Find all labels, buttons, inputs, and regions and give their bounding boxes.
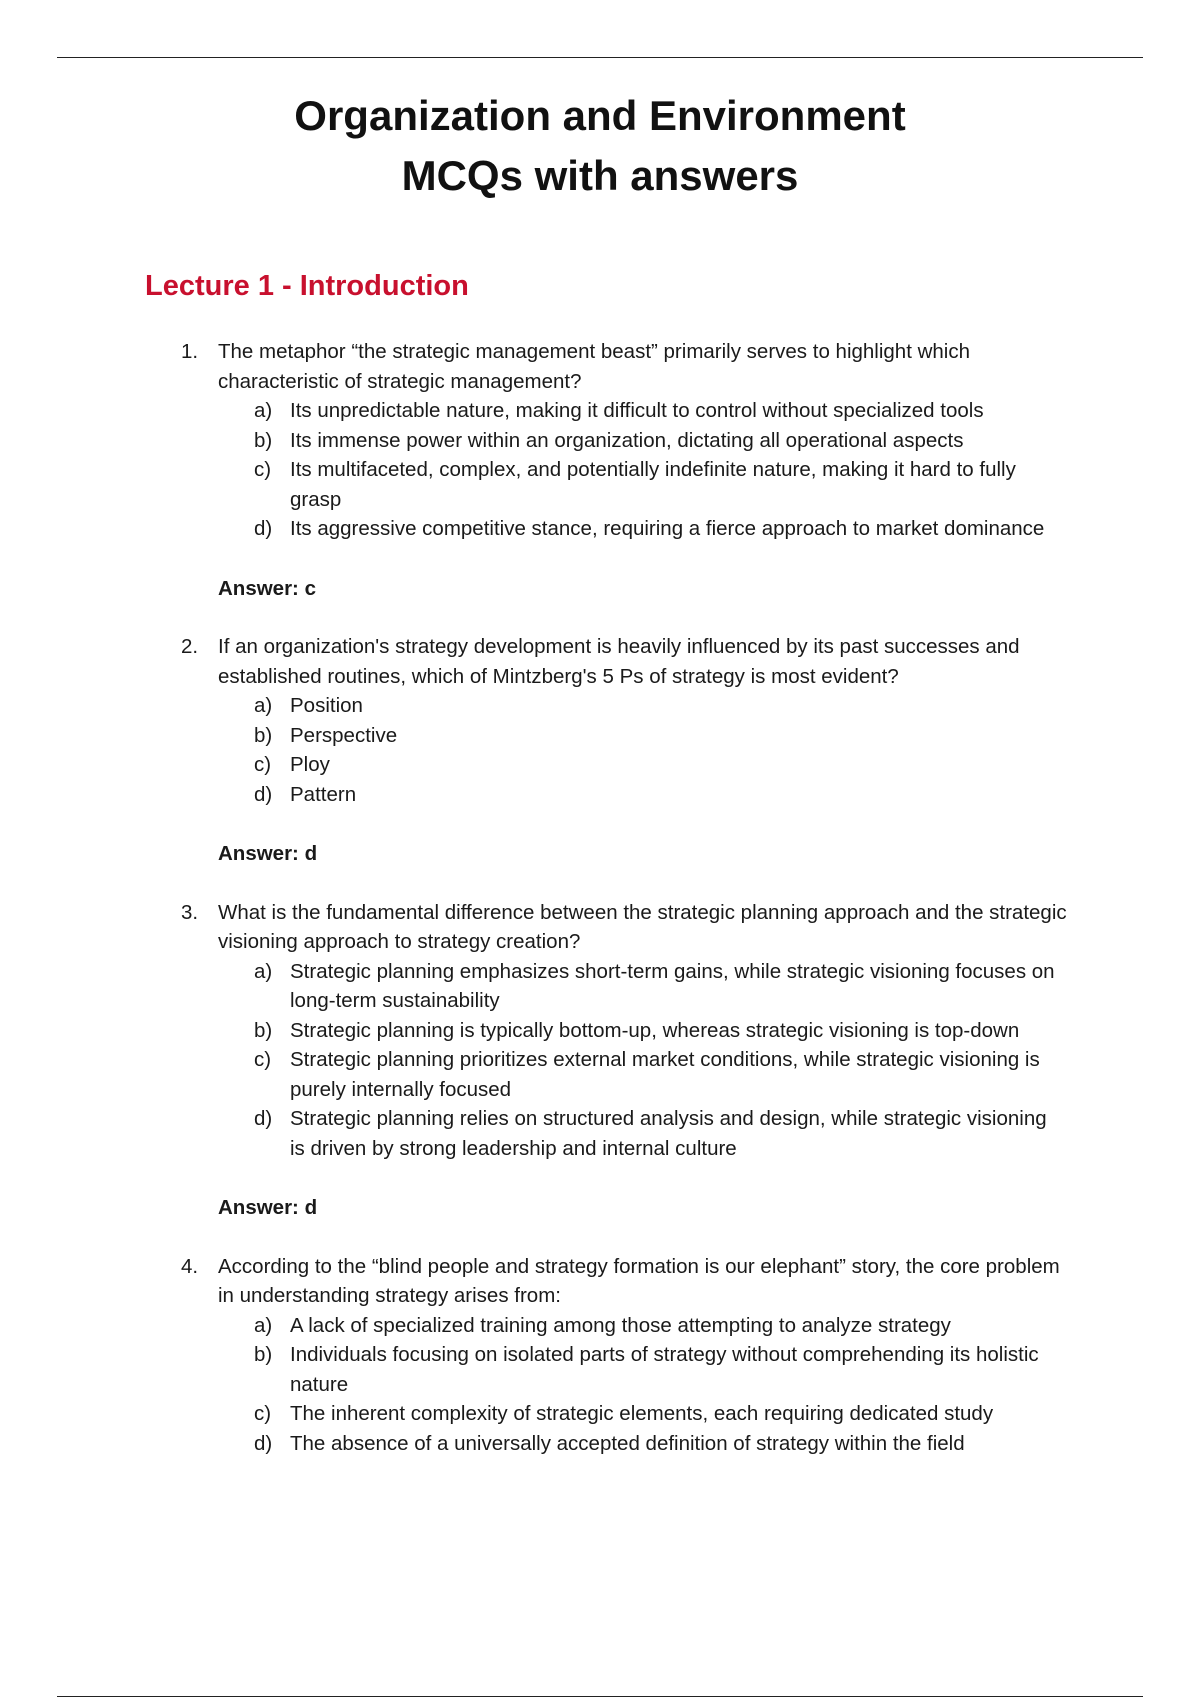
option-text: Its immense power within an organization, dictating all operational aspects: [290, 428, 964, 452]
option-text: The inherent complexity of strategic elements, each requiring dedicated study: [290, 1402, 994, 1425]
option-text: Perspective: [290, 723, 398, 747]
option-letter: c): [254, 753, 272, 776]
option-a: [254, 691, 1200, 721]
option-c: [254, 750, 1200, 780]
option-letter: b): [254, 723, 273, 747]
option-b: [254, 1016, 1200, 1046]
option-text: Strategic planning is typically bottom-up, whereas strategic visioning is top-down: [290, 1018, 1020, 1042]
option-text: Its unpredictable nature, making it difficult to control without specialized tools: [290, 399, 984, 422]
title-line-1: Organization and Environment: [294, 92, 906, 139]
option-text: The absence of a universally accepted definition of strategy within the field: [290, 1431, 965, 1455]
question-number: 4.: [181, 1254, 199, 1278]
option-b: [254, 426, 1200, 456]
option-c: [254, 1399, 1200, 1429]
title-line-2: MCQs with answers: [401, 152, 799, 199]
option-letter: d): [254, 782, 273, 806]
question-2: [0, 632, 1200, 869]
option-a: [254, 396, 1200, 426]
option-text: Its aggressive competitive stance, requiring a fierce approach to market dominance: [290, 517, 1045, 540]
option-letter: d): [254, 1107, 273, 1130]
options: [254, 691, 1200, 809]
option-text: Strategic planning emphasizes short-term gains, while strategic visioning focuses on long-term sustainability: [290, 959, 1055, 1012]
option-d: [254, 780, 1200, 810]
options: [254, 396, 1200, 544]
question-text: According to the “blind people and strategy formation is our elephant” story, the core problem in understanding strategy arises from:: [218, 1254, 1060, 1307]
option-letter: b): [254, 428, 273, 452]
question-text: The metaphor “the strategic management beast” primarily serves to highlight which characteristic of strategic management?: [218, 340, 971, 393]
option-text: Individuals focusing on isolated parts of strategy without comprehending its holistic nature: [290, 1343, 1039, 1396]
option-text: Pattern: [290, 782, 357, 806]
option-letter: b): [254, 1343, 273, 1366]
option-text: Ploy: [290, 753, 330, 776]
question-list: [0, 337, 1200, 1458]
question-number: 2.: [181, 635, 199, 658]
option-letter: b): [254, 1018, 273, 1042]
option-letter: a): [254, 399, 273, 422]
option-letter: c): [254, 1402, 272, 1425]
question-number: 1.: [181, 340, 199, 363]
question-text: What is the fundamental difference between the strategic planning approach and the strategic visioning approach to strategy creation?: [218, 900, 1067, 953]
option-letter: a): [254, 1313, 273, 1337]
option-b: [254, 1340, 1200, 1399]
option-d: [254, 1429, 1200, 1459]
option-letter: a): [254, 694, 273, 717]
option-letter: a): [254, 959, 273, 983]
option-text: Position: [290, 694, 363, 717]
option-text: Its multifaceted, complex, and potentially indefinite nature, making it hard to fully grasp: [290, 458, 1016, 511]
section-heading: Lecture 1 - Introduction: [145, 270, 469, 302]
option-c: [254, 1045, 1200, 1104]
question-3: [0, 898, 1200, 1223]
option-b: [254, 721, 1200, 751]
option-d: [254, 1104, 1200, 1163]
option-letter: c): [254, 458, 272, 481]
option-letter: c): [254, 1048, 272, 1071]
answer-label: Answer: c: [218, 576, 316, 600]
answer-label: Answer: d: [218, 1196, 318, 1219]
question-number: 3.: [181, 900, 199, 924]
option-text: A lack of specialized training among those attempting to analyze strategy: [290, 1313, 951, 1337]
option-letter: d): [254, 1431, 273, 1455]
answer-label: Answer: d: [218, 842, 318, 865]
option-d: [254, 514, 1200, 544]
question-4: [0, 1252, 1200, 1459]
options: [254, 957, 1200, 1164]
option-text: Strategic planning relies on structured analysis and design, while strategic visioning is driven by strong leadership and internal culture: [290, 1107, 1047, 1160]
page-title: [0, 86, 1200, 206]
question-text: If an organization's strategy development is heavily influenced by its past successes and established routines, which of Mintzberg's 5 Ps of strategy is most evident?: [218, 635, 1020, 688]
option-a: [254, 1311, 1200, 1341]
option-a: [254, 957, 1200, 1016]
top-rule: [57, 57, 1143, 58]
options: [254, 1311, 1200, 1459]
option-c: [254, 455, 1200, 514]
option-letter: d): [254, 517, 273, 540]
option-text: Strategic planning prioritizes external market conditions, while strategic visioning is purely internally focused: [290, 1048, 1040, 1101]
bottom-rule: [57, 1696, 1143, 1697]
question-1: [0, 337, 1200, 603]
